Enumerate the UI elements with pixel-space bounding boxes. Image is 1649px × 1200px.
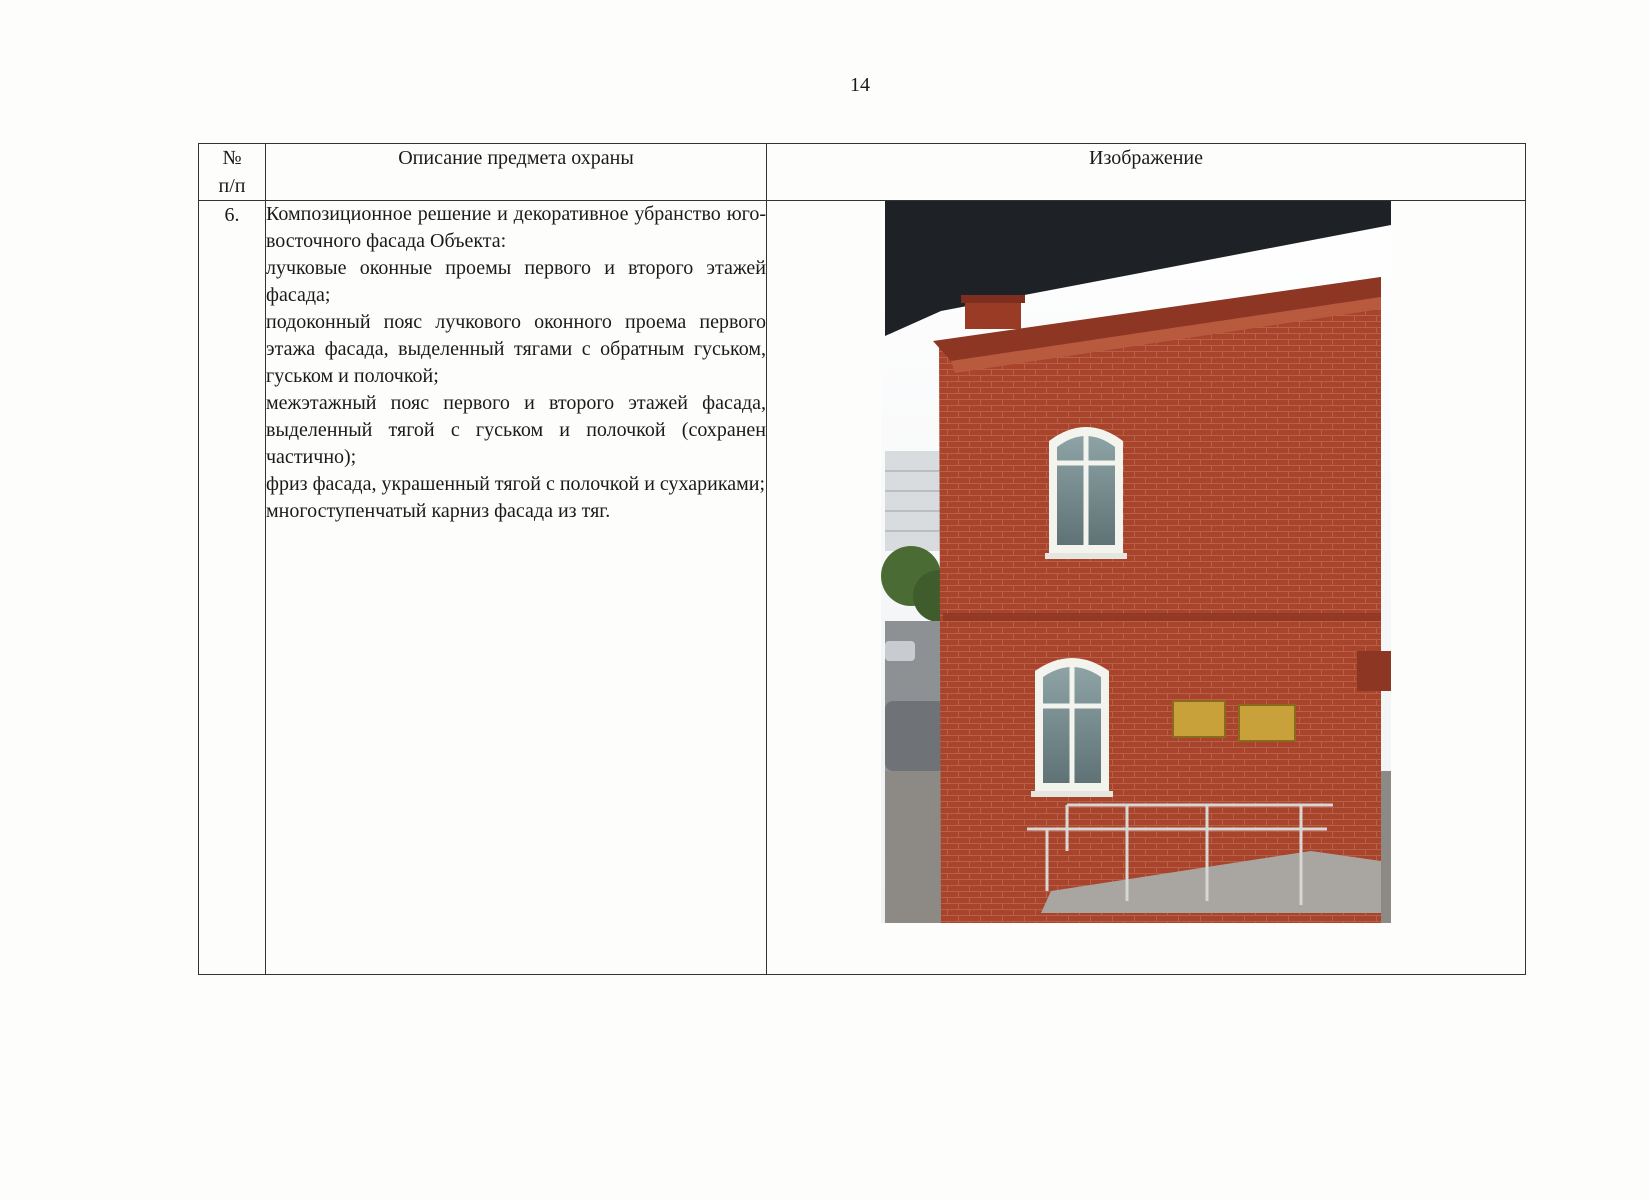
header-image: Изображение [767, 144, 1526, 201]
row-description [266, 201, 767, 975]
description-line: межэтажный пояс первого и второго этажей фасада, выделенный тягой с гуськом и полочкой (сохранен частично); [266, 392, 766, 468]
description-line: Композиционное решение и декоративное убранство юго-восточного фасада Объекта: [266, 203, 766, 252]
header-number-text: № п/п [218, 147, 246, 197]
chimney [965, 299, 1021, 329]
table-header-row [199, 144, 1526, 201]
protection-subject-table [198, 143, 1526, 975]
description-line: фриз фасада, украшенный тягой с полочкой и сухариками; [266, 473, 766, 495]
building-facade-photo [881, 201, 1391, 923]
brick-facade [939, 277, 1381, 923]
page-number: 14 [850, 74, 870, 96]
plaque [1173, 701, 1225, 737]
row-image-cell [767, 201, 1526, 975]
plaque [1239, 705, 1295, 741]
table-row [199, 201, 1526, 975]
row-number: 6. [199, 201, 266, 975]
parked-car [885, 701, 945, 771]
description-line: многоступенчатый карниз фасада из тяг. [266, 500, 611, 522]
description-line: подоконный пояс лучкового оконного проема первого этажа фасада, выделенный тягами с обратным гуськом, гуськом и полочкой; [266, 311, 766, 387]
header-description: Описание предмета охраны [266, 144, 767, 201]
description-line: лучковые оконные проемы первого и второго этажей фасада; [266, 257, 766, 306]
header-number [199, 144, 266, 201]
